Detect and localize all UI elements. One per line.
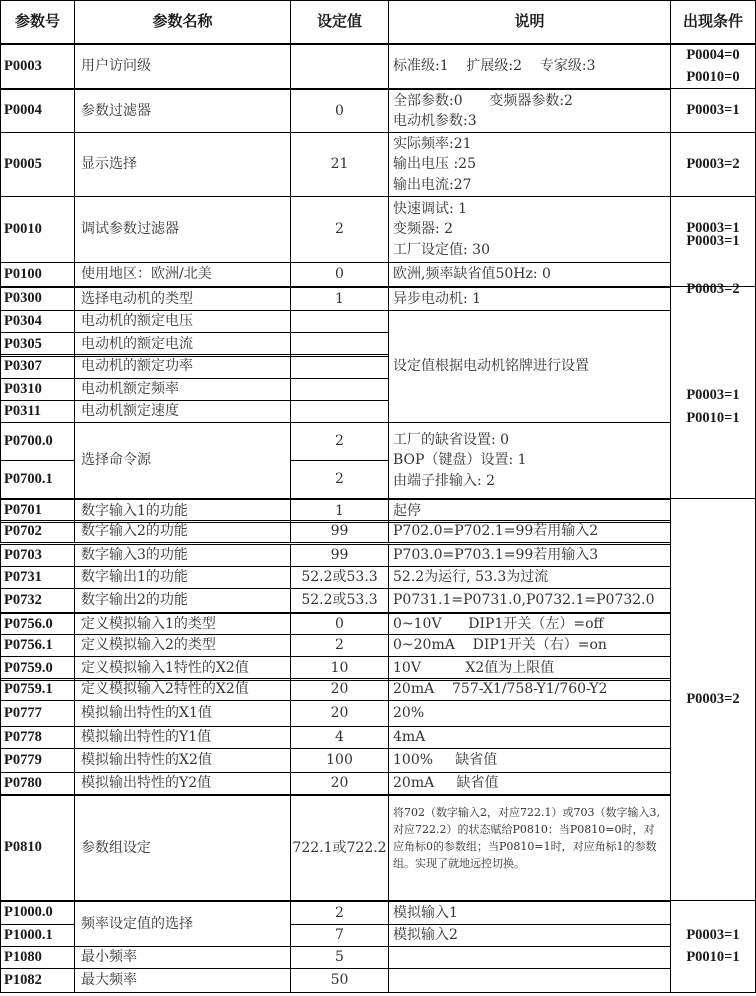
param-name: 显示选择 xyxy=(74,132,291,197)
condition-c7: P0003=2 xyxy=(670,498,756,901)
param-id: P1000.1 xyxy=(0,924,75,947)
param-name: 选择电动机的类型 xyxy=(74,286,291,311)
description: 20mA 757-X1/758-Y1/760-Y2 xyxy=(388,678,671,701)
param-name: 最小频率 xyxy=(74,946,291,969)
param-name: 定义模拟输入1的类型 xyxy=(74,612,291,635)
param-id: P0100 xyxy=(0,262,75,287)
set-value: 100 xyxy=(290,748,389,773)
header-param-no-label: 参数号 xyxy=(14,12,60,31)
param-name: 数字输入2的功能 xyxy=(74,520,291,543)
set-value xyxy=(290,378,389,401)
description: 全部参数:0 变频器参数:2 电动机参数:3 xyxy=(388,88,671,133)
description: P0731.1=P0731.0,P0732.1=P0732.0 xyxy=(388,588,671,613)
description xyxy=(388,946,671,969)
param-id: P1080 xyxy=(0,946,75,969)
param-name: 模拟输出特性的X1值 xyxy=(74,700,291,727)
param-name: 参数过滤器 xyxy=(74,88,291,133)
param-name: 数字输入1的功能 xyxy=(74,498,291,523)
set-value: 20 xyxy=(290,700,389,727)
set-value xyxy=(290,400,389,423)
param-id: P0701 xyxy=(0,498,75,523)
description: 实际频率:21 输出电压 :25 输出电流:27 xyxy=(388,132,671,197)
param-name: 电动机的额定功率 xyxy=(74,354,291,379)
description: 0~10V DIP1开关（左）=off xyxy=(388,612,671,635)
set-value xyxy=(290,44,389,89)
description: 0~20mA DIP1开关（右）=on xyxy=(388,634,671,657)
condition-c8: P0003=1 P0010=1 xyxy=(670,900,756,993)
param-name: 使用地区：欧洲/北美 xyxy=(74,262,291,287)
description: 20mA 缺省值 xyxy=(388,772,671,795)
param-name: 选择命令源 xyxy=(74,422,291,499)
param-name: 定义模拟输入2特性的X2值 xyxy=(74,678,291,701)
param-id: P0300 xyxy=(0,286,75,311)
set-value: 99 xyxy=(290,544,389,567)
header-description-label: 说明 xyxy=(514,12,545,31)
set-value: 21 xyxy=(290,132,389,197)
description: P703.0=P703.1=99若用输入3 xyxy=(388,544,671,567)
set-value: 2 xyxy=(290,422,389,461)
param-id: P0756.0 xyxy=(0,612,75,635)
param-id: P0756.1 xyxy=(0,634,75,657)
param-name: 频率设定值的选择 xyxy=(74,900,291,947)
set-value: 99 xyxy=(290,520,389,543)
param-id: P0759.0 xyxy=(0,656,75,681)
set-value: 5 xyxy=(290,946,389,969)
description: 10V X2值为上限值 xyxy=(388,656,671,681)
set-value: 52.2或53.3 xyxy=(290,588,389,613)
set-value: 0 xyxy=(290,262,389,287)
set-value: 1 xyxy=(290,498,389,523)
description: 52.2为运行, 53.3为过流 xyxy=(388,566,671,589)
set-value: 722.1或 722.2 xyxy=(290,794,389,901)
param-id: P0703 xyxy=(0,544,75,567)
param-id: P0700.0 xyxy=(0,422,75,461)
param-name: 定义模拟输入1特性的X2值 xyxy=(74,656,291,681)
condition-c1: P0004=0 P0010=0 xyxy=(670,44,756,89)
param-id: P0310 xyxy=(0,378,75,401)
condition-c3: P0003=2 xyxy=(670,132,756,197)
set-value: 2 xyxy=(290,460,389,499)
param-id: P0004 xyxy=(0,88,75,133)
description: 欧洲,频率缺省值50Hz: 0 xyxy=(388,262,671,287)
description: P702.0=P702.1=99若用输入2 xyxy=(388,520,671,543)
set-value: 2 xyxy=(290,196,389,263)
set-value xyxy=(290,310,389,333)
header-param-no xyxy=(0,0,75,44)
set-value: 7 xyxy=(290,924,389,947)
param-id: P0778 xyxy=(0,726,75,749)
param-id: P0010 xyxy=(0,196,75,263)
param-id: P0307 xyxy=(0,354,75,379)
set-value: 0 xyxy=(290,612,389,635)
header-param-name-label: 参数名称 xyxy=(152,12,213,31)
description: 起停 xyxy=(388,498,671,523)
param-id: P0702 xyxy=(0,520,75,543)
header-description xyxy=(388,0,671,44)
param-name: 模拟输出特性的Y2值 xyxy=(74,772,291,795)
set-value: 4 xyxy=(290,726,389,749)
description: 模拟输入1 xyxy=(388,900,671,925)
param-name: 数字输出2的功能 xyxy=(74,588,291,613)
header-set-value-label: 设定值 xyxy=(316,12,362,31)
param-id: P0305 xyxy=(0,332,75,357)
condition-group-motor: P0003=1 P0003=2 P0003=1 P0010=1 xyxy=(670,196,756,499)
param-id: P0005 xyxy=(0,132,75,197)
param-name: 最大频率 xyxy=(74,968,291,993)
param-id: P0700.1 xyxy=(0,460,75,499)
set-value: 2 xyxy=(290,900,389,925)
param-id: P0780 xyxy=(0,772,75,795)
description: 异步电动机: 1 xyxy=(388,286,671,311)
set-value: 2 xyxy=(290,634,389,657)
set-value: 20 xyxy=(290,678,389,701)
condition-c4: P0003=1 xyxy=(670,196,756,287)
description xyxy=(388,968,671,993)
set-value xyxy=(290,354,389,379)
param-name: 电动机额定频率 xyxy=(74,378,291,401)
param-name: 模拟输出特性的Y1值 xyxy=(74,726,291,749)
header-param-name xyxy=(74,0,291,44)
param-name: 定义模拟输入2的类型 xyxy=(74,634,291,657)
header-condition-label: 出现条件 xyxy=(682,12,743,31)
param-id: P0759.1 xyxy=(0,678,75,701)
set-value: 0 xyxy=(290,88,389,133)
param-name: 电动机的额定电压 xyxy=(74,310,291,333)
condition-c2: P0003=1 xyxy=(670,88,756,133)
param-name: 电动机的额定电流 xyxy=(74,332,291,357)
param-id: P0311 xyxy=(0,400,75,423)
set-value: 52.2或53.3 xyxy=(290,566,389,589)
param-id: P0779 xyxy=(0,748,75,773)
description: 4mA xyxy=(388,726,671,749)
set-value: 1 xyxy=(290,286,389,311)
set-value: 20 xyxy=(290,772,389,795)
set-value: 50 xyxy=(290,968,389,993)
description: 标准级:1 扩展级:2 专家级:3 xyxy=(388,44,671,89)
param-id: P0304 xyxy=(0,310,75,333)
header-condition xyxy=(670,0,756,44)
param-id: P0732 xyxy=(0,588,75,613)
description: 100% 缺省值 xyxy=(388,748,671,773)
param-name: 用户访问级 xyxy=(74,44,291,89)
set-value: 10 xyxy=(290,656,389,681)
param-id: P0810 xyxy=(0,794,75,901)
param-name: 调试参数过滤器 xyxy=(74,196,291,263)
description-command-source: 工厂的缺省设置: 0 BOP（键盘）设置: 1 由端子排输入: 2 xyxy=(388,422,671,499)
param-name: 参数组设定 xyxy=(74,794,291,901)
param-name: 数字输出1的功能 xyxy=(74,566,291,589)
param-id: P1082 xyxy=(0,968,75,993)
param-name: 模拟输出特性的X2值 xyxy=(74,748,291,773)
param-id: P0003 xyxy=(0,44,75,89)
param-id: P1000.0 xyxy=(0,900,75,925)
param-id: P0731 xyxy=(0,566,75,589)
header-set-value xyxy=(290,0,389,44)
description: 模拟输入2 xyxy=(388,924,671,947)
description-motor-nameplate: 设定值根据电动机铭牌进行设置 xyxy=(388,310,671,423)
description: 20% xyxy=(388,700,671,727)
description: 将702（数字输入2，对应722.1）或703（数字输入3,对应722.2）的状态赋给P0810：当P0810=0时，对应角标0的参数组；当P0810=1时，对应角标1的参数组。实现了就地远控切换。 xyxy=(388,794,671,901)
param-name: 数字输入3的功能 xyxy=(74,544,291,567)
description: 快速调试: 1 变频器: 2 工厂设定值: 30 xyxy=(388,196,671,263)
param-name: 电动机额定速度 xyxy=(74,400,291,423)
param-id: P0777 xyxy=(0,700,75,727)
